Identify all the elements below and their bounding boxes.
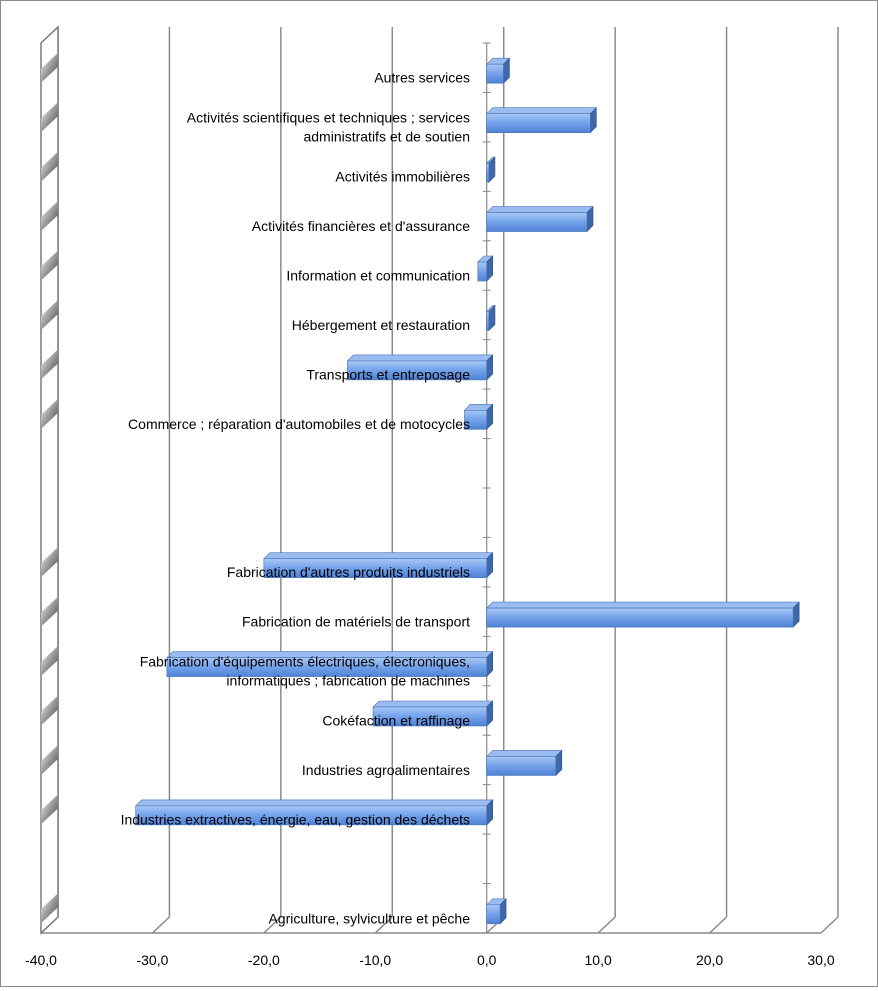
category-label-line-7-0: Commerce ; réparation d'automobiles et de motocycles: [128, 415, 470, 432]
category-label-line-3-0: Activités financières et d'assurance: [251, 218, 470, 235]
category-label-line-2-0: Activités immobilières: [335, 168, 470, 185]
bar-3: [487, 207, 593, 232]
bars: [136, 58, 799, 927]
category-label-line-0-0: Autres services: [374, 69, 470, 86]
category-label-line-6-0: Transports et entreposage: [306, 366, 470, 383]
category-labels: [121, 70, 471, 927]
category-label-line-12-1: informatiques ; fabrication de machines: [226, 672, 470, 689]
bar-2: [487, 157, 495, 182]
category-label-5: [292, 317, 470, 333]
bar-top-1: [487, 108, 597, 114]
x-tick-label-5: 10,0: [584, 952, 612, 968]
category-label-line-14-0: Industries agroalimentaires: [301, 761, 470, 778]
bar-0: [487, 58, 510, 83]
bar-11: [487, 602, 799, 627]
gridline-floor-7: [821, 917, 838, 933]
x-tick-label-1: -30,0: [136, 952, 169, 968]
x-tick-label-2: -20,0: [247, 952, 280, 968]
category-label-line-12-0: Fabrication d'équipements électriques, électroniques,: [139, 653, 470, 670]
category-label-line-11-0: Fabrication de matériels de transport: [242, 613, 470, 630]
x-tick-label-0: -40,0: [25, 952, 57, 968]
bar-1: [487, 108, 597, 133]
gridline-floor-1: [152, 917, 169, 933]
bar-front-3: [487, 213, 587, 232]
category-label-line-10-0: Fabrication d'autres produits industriels: [226, 564, 470, 581]
bar-front-14: [487, 756, 556, 775]
bar-front-1: [487, 114, 591, 133]
x-tick-label-4: 0,0: [476, 952, 497, 968]
bar-top-11: [487, 602, 799, 608]
category-label-0: [374, 70, 470, 86]
bar-front-0: [487, 64, 504, 83]
category-label-line-15-0: Industries extractives, énergie, eau, gestion des déchets: [120, 811, 470, 828]
x-tick-labels: [25, 952, 835, 968]
category-label-1: [187, 110, 470, 145]
x-tick-label-6: 20,0: [695, 952, 724, 968]
bar-top-13: [373, 701, 493, 707]
category-label-6: [306, 366, 470, 382]
left-wall: [41, 27, 58, 933]
category-label-line-1-1: administratifs et de soutien: [303, 128, 470, 145]
category-label-11: [242, 614, 470, 630]
category-label-line-5-0: Hébergement et restauration: [291, 316, 470, 333]
category-label-line-17-0: Agriculture, sylviculture et pêche: [268, 910, 470, 927]
category-label-17: [268, 910, 470, 926]
gridline-floor-6: [710, 917, 727, 933]
category-label-line-1-0: Activités scientifiques et techniques ; services: [186, 109, 470, 126]
category-label-2: [335, 169, 470, 185]
bar-5: [487, 305, 495, 330]
bar-front-2: [487, 163, 489, 182]
category-label-4: [286, 268, 470, 284]
bar-front-4: [478, 262, 487, 281]
category-label-10: [227, 564, 470, 580]
bar-top-14: [487, 750, 562, 756]
bar-17: [487, 899, 506, 924]
category-label-7: [128, 416, 470, 432]
category-label-3: [252, 218, 470, 234]
bar-chart: [1, 1, 877, 986]
bar-top-10: [264, 553, 493, 559]
bar-front-11: [487, 608, 793, 627]
bar-top-3: [487, 207, 593, 213]
category-label-line-4-0: Information et communication: [286, 267, 470, 284]
gridlines: [41, 27, 838, 933]
x-tick-label-7: 30,0: [807, 952, 835, 968]
bar-top-6: [347, 355, 492, 361]
bar-front-5: [487, 311, 489, 330]
bar-front-17: [487, 905, 500, 924]
bar-4: [478, 256, 493, 281]
category-label-line-13-0: Cokéfaction et raffinage: [322, 712, 470, 729]
category-label-14: [302, 762, 470, 778]
x-tick-label-3: -10,0: [359, 952, 392, 968]
category-label-13: [322, 713, 470, 729]
gridline-floor-5: [598, 917, 615, 933]
category-label-15: [121, 811, 470, 827]
bar-14: [487, 750, 562, 775]
bar-top-15: [136, 800, 493, 806]
